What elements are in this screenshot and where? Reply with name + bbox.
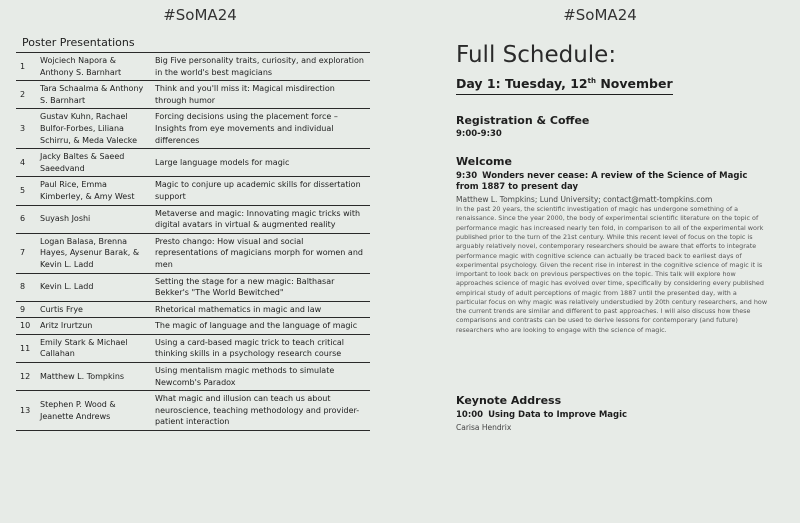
poster-number: 6 bbox=[16, 205, 34, 233]
poster-authors: Jacky Baltes & Saeed Saeedvand bbox=[34, 149, 149, 177]
poster-title: Setting the stage for a new magic: Balthasar Bekker's "The World Bewitched" bbox=[149, 273, 370, 301]
poster-number: 7 bbox=[16, 233, 34, 273]
hashtag-left: #SoMA24 bbox=[163, 6, 237, 24]
poster-number: 13 bbox=[16, 391, 34, 431]
poster-row bbox=[16, 273, 370, 301]
welcome-talk bbox=[456, 171, 768, 193]
poster-number: 10 bbox=[16, 318, 34, 335]
poster-number: 5 bbox=[16, 177, 34, 205]
poster-title: Rhetorical mathematics in magic and law bbox=[149, 301, 370, 318]
poster-number: 8 bbox=[16, 273, 34, 301]
poster-row bbox=[16, 53, 370, 81]
poster-authors: Tara Schaalma & Anthony S. Barnhart bbox=[34, 81, 149, 109]
registration-session bbox=[456, 114, 768, 139]
poster-authors: Wojciech Napora & Anthony S. Barnhart bbox=[34, 53, 149, 81]
poster-authors: Paul Rice, Emma Kimberley, & Amy West bbox=[34, 177, 149, 205]
registration-title: Registration & Coffee bbox=[456, 114, 590, 127]
poster-authors: Logan Balasa, Brenna Hayes, Aysenur Barak, & Kevin L. Ladd bbox=[34, 233, 149, 273]
registration-time: 9:00-9:30 bbox=[456, 129, 502, 139]
welcome-session bbox=[456, 155, 768, 335]
poster-title: Forcing decisions using the placement force – Insights from eye movements and individual differences bbox=[149, 109, 370, 149]
welcome-abstract: In the past 20 years, the scientific investigation of magic has undergone something of a renaissance. Since the year 2000, the body of experimental scientific literature on the topic of performance magic has increased nearly ten fold, in comparison to all of the experimental work published prior to the turn of the 21st century. While this recent level of focus on the topic is arguably relatively novel, contemporary researchers should be aware that efforts to integrate performance magic with cognitive science can actually be traced back to earliest days of experimental psychology. Given the recent rise in interest in the cognitive science of magic it is important to look back on previous perspectives on the topic. This talk will explore how approaches science of magic has evolved over time, specifically by considering every published empirical study of adult perceptions of magic from 1887 until the presented day, with a particular focus on why magic was relatively understudied by 20th century researchers, and how the current trends are similar and different to past approaches. I will also discuss how these comparisons and contrasts can be used to derive lessons for contemporary (and future) researchers who are looking to engage with the science of magic. bbox=[456, 205, 768, 334]
hashtag-right: #SoMA24 bbox=[563, 6, 637, 24]
poster-title: Think and you'll miss it: Magical misdirection through humor bbox=[149, 81, 370, 109]
poster-row bbox=[16, 177, 370, 205]
poster-title: Using a card-based magic trick to teach critical thinking skills in a psychology research course bbox=[149, 334, 370, 362]
welcome-talk-time: 9:30 bbox=[456, 171, 478, 181]
poster-row bbox=[16, 391, 370, 431]
poster-number: 11 bbox=[16, 334, 34, 362]
poster-heading: Poster Presentations bbox=[22, 36, 135, 49]
poster-authors: Matthew L. Tompkins bbox=[34, 363, 149, 391]
day-heading bbox=[456, 76, 673, 95]
keynote-talk bbox=[456, 410, 768, 421]
poster-row bbox=[16, 233, 370, 273]
poster-number: 4 bbox=[16, 149, 34, 177]
poster-title: Using mentalism magic methods to simulate Newcomb's Paradox bbox=[149, 363, 370, 391]
poster-authors: Aritz Irurtzun bbox=[34, 318, 149, 335]
keynote-speaker: Carisa Hendrix bbox=[456, 423, 512, 433]
poster-table bbox=[16, 52, 370, 431]
keynote-title: Keynote Address bbox=[456, 394, 562, 407]
poster-authors: Suyash Joshi bbox=[34, 205, 149, 233]
poster-title: What magic and illusion can teach us about neuroscience, teaching methodology and provider-patient interaction bbox=[149, 391, 370, 431]
keynote-session bbox=[456, 394, 768, 432]
welcome-speaker: Matthew L. Tompkins; Lund University; contact@matt-tompkins.com bbox=[456, 195, 713, 205]
poster-title: Presto chango: How visual and social representations of magicians morph for women and men bbox=[149, 233, 370, 273]
keynote-talk-time: 10:00 bbox=[456, 410, 484, 420]
poster-title: The magic of language and the language of magic bbox=[149, 318, 370, 335]
poster-authors: Curtis Frye bbox=[34, 301, 149, 318]
poster-number: 9 bbox=[16, 301, 34, 318]
poster-row bbox=[16, 109, 370, 149]
day-heading-month: November bbox=[595, 76, 673, 91]
poster-number: 12 bbox=[16, 363, 34, 391]
schedule-title: Full Schedule: bbox=[456, 42, 617, 68]
poster-number: 2 bbox=[16, 81, 34, 109]
day-heading-sup: th bbox=[587, 76, 596, 85]
poster-row bbox=[16, 301, 370, 318]
poster-row bbox=[16, 149, 370, 177]
poster-row bbox=[16, 363, 370, 391]
poster-authors: Emily Stark & Michael Callahan bbox=[34, 334, 149, 362]
poster-title: Metaverse and magic: Innovating magic tricks with digital avatars in virtual & augmented reality bbox=[149, 205, 370, 233]
welcome-talk-title: Wonders never cease: A review of the Science of Magic from 1887 to present day bbox=[456, 171, 748, 193]
welcome-title: Welcome bbox=[456, 155, 512, 168]
keynote-talk-title: Using Data to Improve Magic bbox=[488, 410, 628, 420]
day-heading-text: Day 1: Tuesday, 12 bbox=[456, 76, 588, 91]
poster-number: 1 bbox=[16, 53, 34, 81]
poster-title: Large language models for magic bbox=[149, 149, 370, 177]
poster-row bbox=[16, 318, 370, 335]
poster-authors: Gustav Kuhn, Rachael Bulfor-Forbes, Liliana Schirru, & Meda Valecke bbox=[34, 109, 149, 149]
poster-row bbox=[16, 81, 370, 109]
poster-number: 3 bbox=[16, 109, 34, 149]
poster-title: Big Five personality traits, curiosity, and exploration in the world's best magicians bbox=[149, 53, 370, 81]
poster-authors: Stephen P. Wood & Jeanette Andrews bbox=[34, 391, 149, 431]
poster-title: Magic to conjure up academic skills for dissertation support bbox=[149, 177, 370, 205]
poster-row bbox=[16, 205, 370, 233]
poster-authors: Kevin L. Ladd bbox=[34, 273, 149, 301]
schedule-page bbox=[400, 0, 800, 523]
poster-row bbox=[16, 334, 370, 362]
